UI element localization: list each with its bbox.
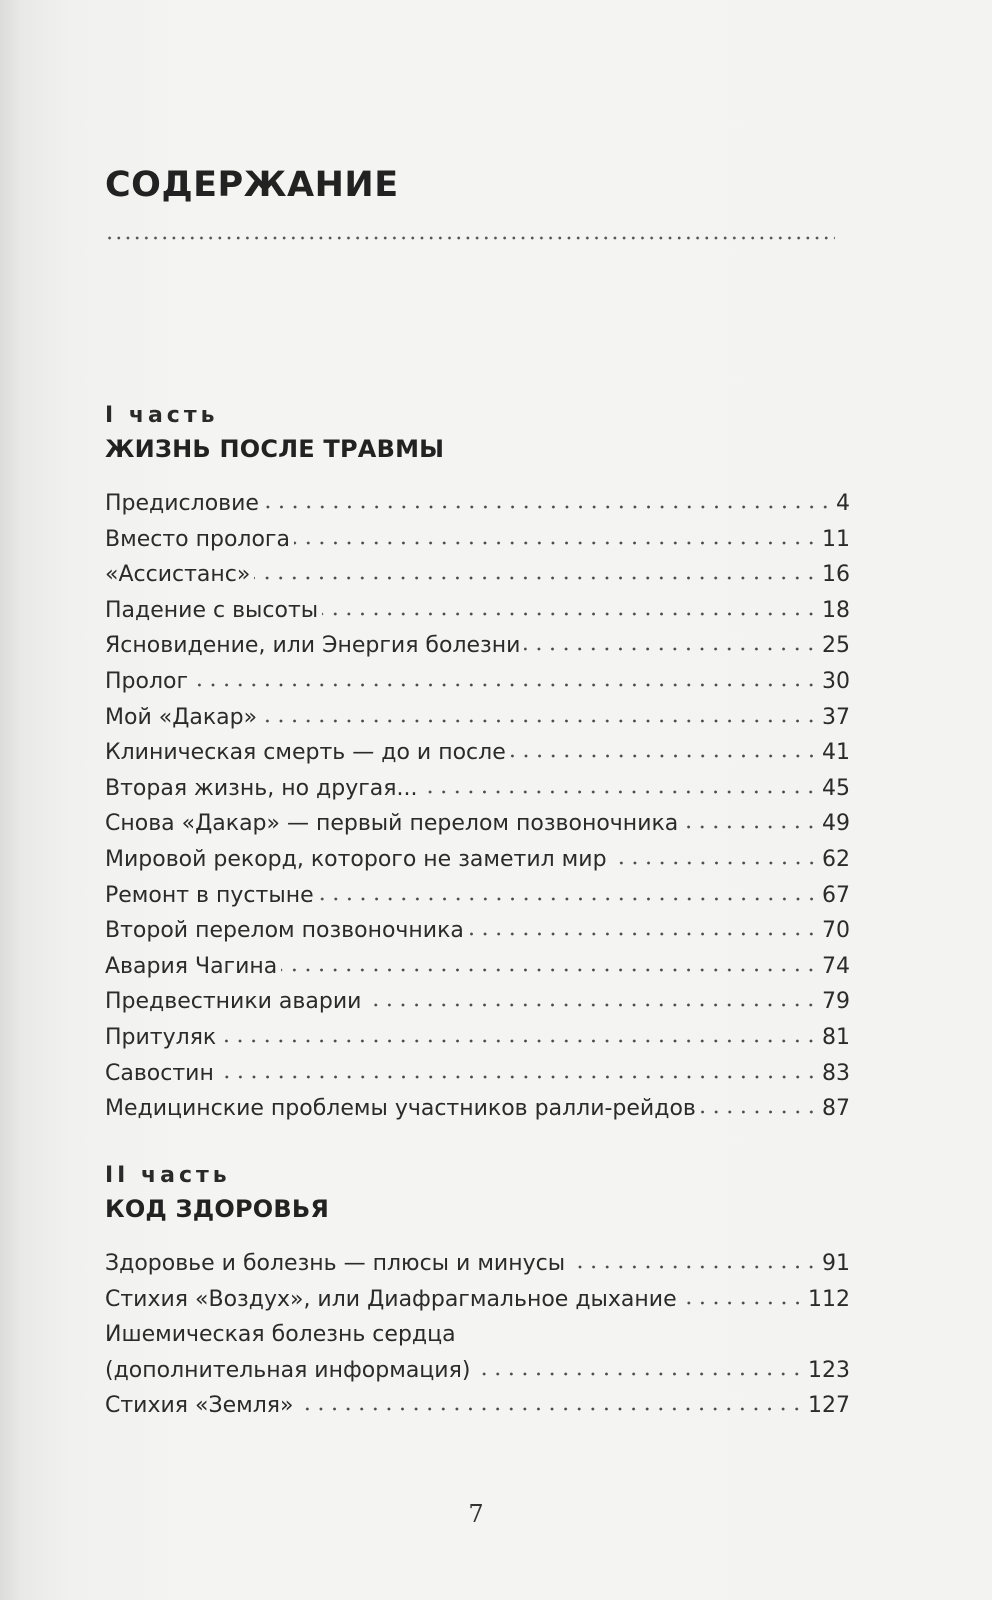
toc-entry [105,1020,850,1056]
toc-entry [105,771,850,807]
toc-entry-title: Савостин [105,1060,214,1086]
toc-entry-page: 62 [822,846,850,872]
toc-entry-list [105,486,850,1127]
dot-leader [220,1039,818,1043]
dot-leader [218,1075,818,1079]
dot-leader [297,1407,804,1411]
part-label: II часть [105,1163,231,1188]
toc-entry [105,949,850,985]
toc-entry-page: 25 [822,633,850,659]
toc-entry [105,522,850,558]
dot-leader [192,683,818,687]
toc-entry-page: 37 [822,704,850,730]
dot-leader [468,932,818,936]
toc-entry-page: 49 [822,811,850,837]
toc-entry [105,735,850,771]
toc-entry-page: 4 [836,491,850,516]
toc-entry-title: Ясновидение, или Энергия болезни [105,633,521,659]
toc-entry [105,878,850,914]
toc-entry-page: 81 [822,1024,850,1050]
page-number: 7 [468,1500,484,1528]
toc-entry-title: Второй перелом позвоночника [105,918,464,944]
toc-entry-title: Вторая жизнь, но другая... [105,775,418,801]
dot-leader [681,1301,804,1305]
toc-entry-title: Стихия «Земля» [105,1393,294,1419]
toc-entry-title: Мировой рекорд, которого не заметил мир [105,846,607,872]
toc-entry-page: 45 [822,775,850,801]
toc-entry-title: «Ассистанс» [105,562,251,588]
toc-entry-page: 123 [808,1357,850,1383]
dot-leader [524,647,818,651]
toc-entry-title: Предисловие [105,491,259,516]
toc-entry [105,664,850,700]
toc-entry-page: 79 [822,989,850,1015]
dot-leader [510,754,818,758]
part-title: ЖИЗНЬ ПОСЛЕ ТРАВМЫ [105,435,445,463]
toc-entry-title: Пролог [105,668,189,694]
toc-entry-page: 83 [822,1060,850,1086]
toc-part-1 [105,400,850,1127]
title-dotted-rule [105,236,835,240]
dot-leader [569,1265,818,1269]
toc-entry [105,593,850,629]
toc-entry [105,1246,850,1282]
toc-entry [105,700,850,736]
dot-leader [474,1372,804,1376]
dot-leader [318,897,818,901]
toc-entry-page: 11 [822,526,850,552]
dot-leader [421,790,818,794]
toc-entry-page: 16 [822,562,850,588]
toc-entry-page: 67 [822,882,850,908]
toc-entry-page: 18 [822,597,850,623]
toc-part-2 [105,1160,850,1424]
toc-entry-title: Предвестники аварии [105,989,362,1015]
toc-entry-title: Медицинские проблемы участников ралли-рейдов [105,1096,696,1122]
toc-entry-page: 87 [822,1096,850,1122]
toc-entry-page: 91 [822,1251,850,1276]
toc-entry-title: Вместо пролога [105,526,290,552]
dot-leader [281,968,818,972]
toc-entry-title: (дополнительная информация) [105,1357,471,1383]
toc-entry-title: Авария Чагина [105,953,278,979]
toc-entry-page: 70 [822,918,850,944]
toc-entry-title: Притуляк [105,1024,217,1050]
toc-entry-page: 127 [808,1393,850,1419]
toc-entry-title: Стихия «Воздух», или Диафрагмальное дыхание [105,1286,677,1312]
dot-leader [254,576,818,580]
toc-entry-page: 74 [822,953,850,979]
toc-entry [105,806,850,842]
toc-entry-title: Снова «Дакар» — первый перелом позвоночника [105,811,679,837]
toc-entry [105,984,850,1020]
toc-entry [105,1091,850,1127]
toc-entry [105,842,850,878]
toc-entry-title: Мой «Дакар» [105,704,258,730]
part-title: КОД ЗДОРОВЬЯ [105,1195,330,1223]
toc-entry [105,1353,850,1389]
dot-leader [294,541,818,545]
dot-leader [611,861,818,865]
part-label: I часть [105,403,219,428]
toc-entry-list [105,1246,850,1424]
toc-entry [105,1282,850,1318]
toc-entry [105,1056,850,1092]
dot-leader [322,612,818,616]
toc-entry-title: Клиническая смерть — до и после [105,740,506,766]
toc-entry [105,557,850,593]
toc-entry-title: Падение с высоты [105,597,319,623]
dot-leader [682,825,818,829]
toc-entry [105,913,850,949]
toc-entry-page: 30 [822,668,850,694]
toc-entry-title: Ремонт в пустыне [105,882,314,908]
toc-entry-page: 41 [822,740,850,766]
toc-entry [105,1388,850,1424]
dot-leader [365,1003,818,1007]
dot-leader [263,505,832,509]
toc-entry [105,628,850,664]
dot-leader [700,1110,818,1114]
dot-leader [261,719,818,723]
toc-entry-title-line1: Ишемическая болезнь сердца [105,1322,456,1348]
toc-entry-page: 112 [808,1286,850,1312]
toc-entry-title: Здоровье и болезнь — плюсы и минусы [105,1251,566,1276]
toc-entry [105,486,850,522]
toc-title: СОДЕРЖАНИЕ [105,165,399,205]
